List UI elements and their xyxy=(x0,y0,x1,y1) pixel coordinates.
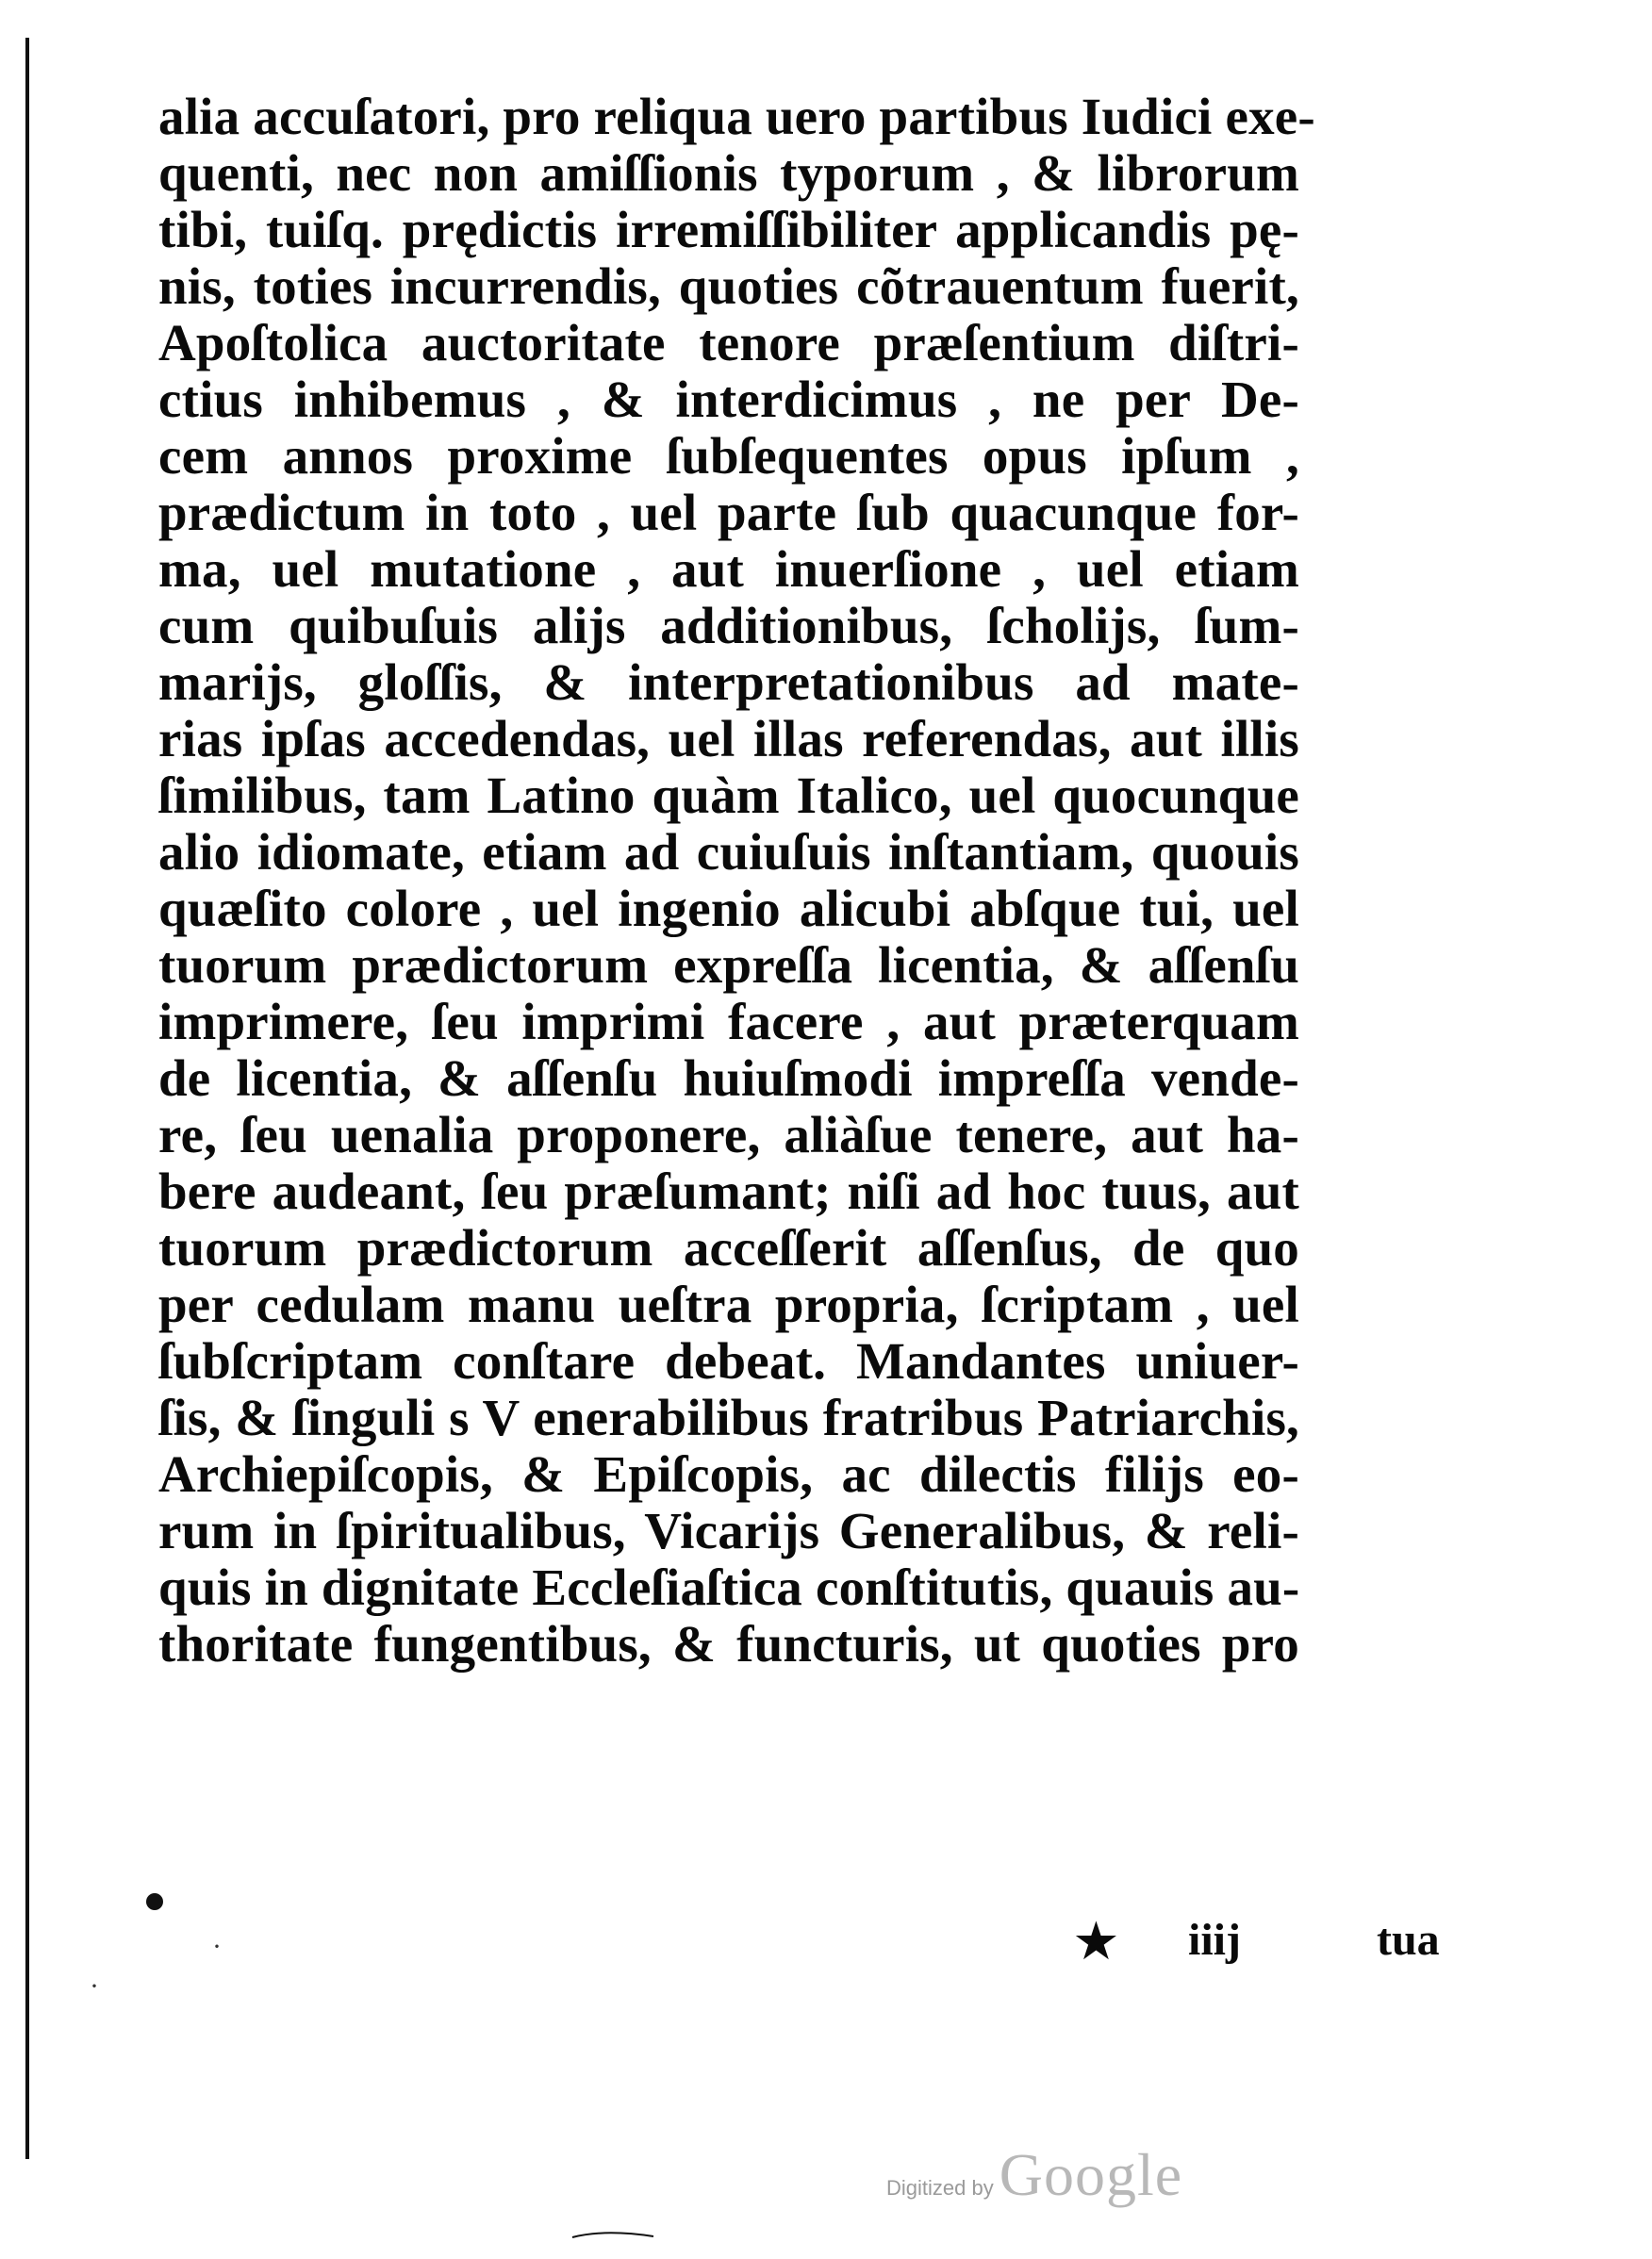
google-logo: Google xyxy=(999,2141,1183,2208)
text-line-10: cum quibuſuis alijs additionibus, ſcholijs, ſum- xyxy=(158,597,1299,654)
text-line-18: de licentia, & aſſenſu huiuſmodi impreſſa vende- xyxy=(158,1049,1299,1107)
text-line-26: rum in ſpiritualibus, Vicarijs Generalibus, & reli- xyxy=(158,1502,1299,1559)
page-edge-rule xyxy=(25,38,29,2159)
ink-dot xyxy=(146,1893,163,1910)
text-line-12: rias ipſas accedendas, uel illas referendas, aut illis xyxy=(158,710,1299,767)
text-line-21: tuorum prædictorum acceſſerit aſſenſus, de quo xyxy=(158,1219,1299,1277)
text-line-22: per cedulam manu ueſtra propria, ſcriptam , uel xyxy=(158,1276,1299,1333)
text-line-27: quis in dignitate Eccleſiaſtica conſtitutis, quauis au- xyxy=(158,1558,1300,1616)
text-line-25: Archiepiſcopis, & Epiſcopis, ac dilectis filijs eo- xyxy=(158,1445,1299,1503)
text-line-17: imprimere, ſeu imprimi facere , aut præterquam xyxy=(158,993,1299,1050)
text-line-3: tibi, tuiſq. prędictis irremiſſibiliter applicandis pę- xyxy=(158,201,1299,258)
ink-speck: · xyxy=(90,1970,99,2002)
text-line-5: Apoſtolica auctoritate tenore præſentium diſtri- xyxy=(158,314,1299,371)
text-line-7: cem annos proxime ſubſequentes opus ipſum , xyxy=(158,427,1299,485)
text-line-9: ma, uel mutatione , aut inuerſione , uel etiam xyxy=(158,540,1299,598)
star-icon: ★ xyxy=(1075,1915,1117,1968)
text-line-11: marijs, gloſſis, & interpretationibus ad mate- xyxy=(158,653,1299,711)
digitized-by-google-watermark xyxy=(886,2140,1182,2210)
text-line-1: alia accuſatori, pro reliqua uero partibus Iudici exe- xyxy=(158,88,1315,145)
text-line-14: alio idiomate, etiam ad cuiuſuis inſtantiam, quouis xyxy=(158,823,1299,881)
signature-mark: iiij xyxy=(1188,1915,1241,1965)
text-line-13: ſimilibus, tam Latino quàm Italico, uel quocunque xyxy=(158,767,1299,824)
bottom-swash-mark xyxy=(570,2230,655,2241)
body-text xyxy=(158,88,1315,1673)
text-line-16: tuorum prædictorum expreſſa licentia, & aſſenſu xyxy=(158,936,1299,994)
text-line-28: thoritate fungentibus, & functuris, ut quoties pro xyxy=(158,1615,1299,1673)
text-line-23: ſubſcriptam conſtare debeat. Mandantes uniuer- xyxy=(158,1332,1299,1390)
catchword: tua xyxy=(1377,1915,1440,1965)
text-line-15: quæſito colore , uel ingenio alicubi abſque tui, uel xyxy=(158,880,1299,937)
text-line-24: ſis, & ſinguli s V enerabilibus fratribus Patriarchis, xyxy=(158,1389,1299,1446)
text-line-4: nis, toties incurrendis, quoties cõtrauentum fuerit, xyxy=(158,257,1299,315)
text-line-19: re, ſeu uenalia proponere, aliàſue tenere, aut ha- xyxy=(158,1106,1299,1163)
page-footer xyxy=(207,1914,1440,1970)
ink-speck: · xyxy=(212,1931,222,1962)
digitized-by-label: Digitized by xyxy=(886,2176,994,2200)
text-line-20: bere audeant, ſeu præſumant; niſi ad hoc tuus, aut xyxy=(158,1162,1299,1220)
text-line-8: prædictum in toto , uel parte ſub quacunque for- xyxy=(158,484,1299,541)
text-line-2: quenti, nec non amiſſionis typorum , & librorum xyxy=(158,144,1299,202)
text-line-6: ctius inhibemus , & interdicimus , ne per De- xyxy=(158,371,1299,428)
